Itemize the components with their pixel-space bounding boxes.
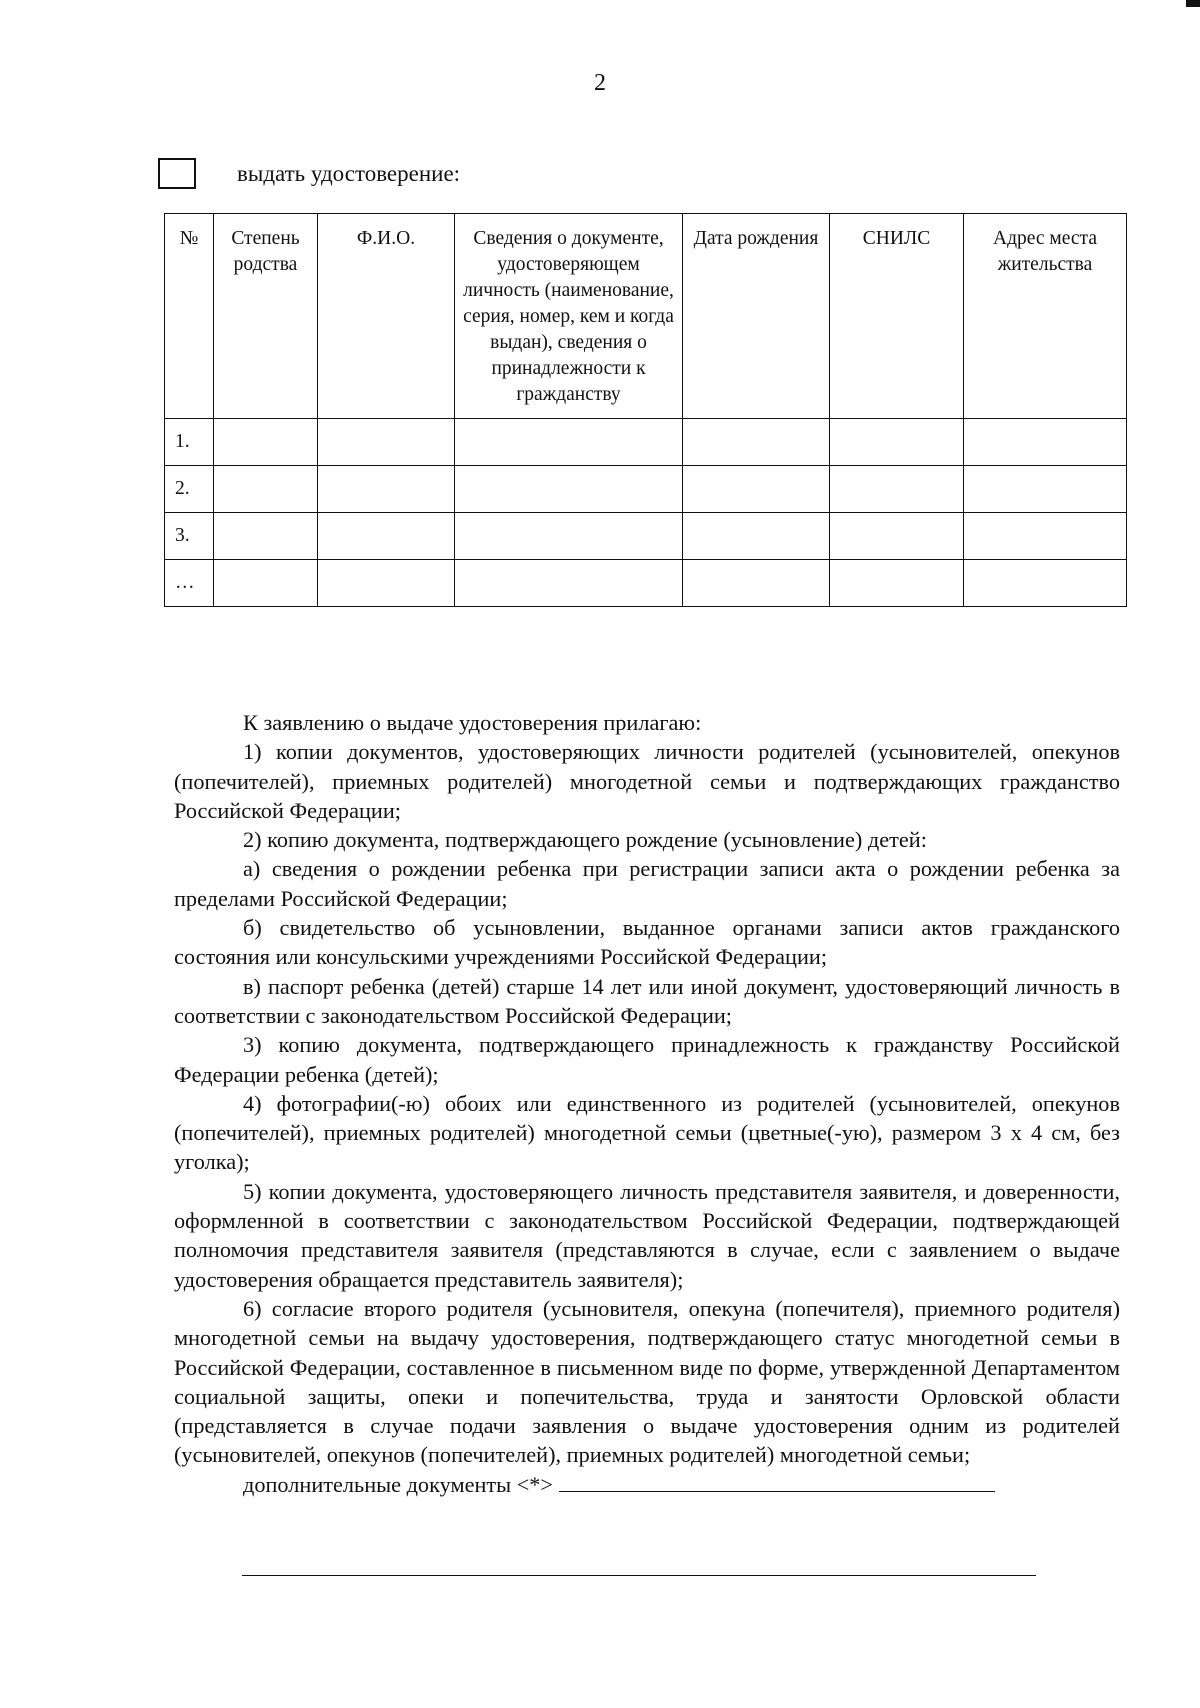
attachment-item-5: 5) копии документа, удостоверяющего личность представителя заявителя, и доверенности, оформленной в соответствии с законодательством Российской Федерации, подтверждающей полномочия представителя заявителя (представляются в случае, если с заявлением о выдаче удостоверения обращается представитель заявителя); — [174, 1178, 1120, 1292]
header-address: Адрес места жительства — [964, 214, 1127, 419]
identity-document-cell[interactable] — [455, 466, 683, 513]
full-name-cell[interactable] — [318, 560, 455, 607]
relationship-cell[interactable] — [214, 560, 318, 607]
row-number: 2. — [165, 466, 214, 513]
page-number: 2 — [594, 70, 606, 96]
full-name-cell[interactable] — [318, 513, 455, 560]
address-cell[interactable] — [964, 513, 1127, 560]
header-birth-date: Дата рождения — [683, 214, 830, 419]
additional-documents — [174, 1470, 1120, 1499]
header-full-name: Ф.И.О. — [318, 214, 455, 419]
row-number: 1. — [165, 419, 214, 466]
attachment-item-2a: а) сведения о рождении ребенка при регистрации записи акта о рождении ребенка за пределами Российской Федерации; — [174, 856, 1120, 911]
birth-date-cell[interactable] — [683, 419, 830, 466]
relationship-cell[interactable] — [214, 419, 318, 466]
birth-date-cell[interactable] — [683, 560, 830, 607]
snils-cell[interactable] — [830, 419, 964, 466]
table-row — [165, 466, 1127, 513]
header-identity-document: Сведения о документе, удостоверяющем личность (наименование, серия, номер, кем и когда выдан), сведения о принадлежности к гражданству — [455, 214, 683, 419]
attachment-item-4: 4) фотографии(-ю) обоих или единственного из родителей (усыновителей, опекунов (попечителей), приемных родителей) многодетной семьи (цветные(-ую), размером 3 х 4 см, без уголка); — [174, 1090, 1120, 1175]
snils-cell[interactable] — [830, 560, 964, 607]
additional-documents-line[interactable] — [559, 1471, 995, 1492]
table-header-row — [165, 214, 1127, 419]
birth-date-cell[interactable] — [683, 466, 830, 513]
additional-documents-label: дополнительные документы <*> — [243, 1471, 553, 1497]
relationship-cell[interactable] — [214, 466, 318, 513]
scan-corner-mark — [1186, 0, 1200, 7]
attachment-item-1: 1) копии документов, удостоверяющих личности родителей (усыновителей, опекунов (попечителей), приемных родителей) многодетной семьи и подтверждающих гражданство Российской Федерации; — [174, 739, 1120, 823]
table-row — [165, 560, 1127, 607]
full-name-cell[interactable] — [318, 466, 455, 513]
header-snils: СНИЛС — [830, 214, 964, 419]
snils-cell[interactable] — [830, 513, 964, 560]
attachments-intro: К заявлению о выдаче удостоверения прилагаю: — [243, 710, 702, 735]
family-members-table — [164, 213, 1127, 607]
attachment-item-6: 6) согласие второго родителя (усыновителя, опекуна (попечителя), приемного родителя) многодетной семьи на выдачу удостоверения, подтверждающего статус многодетной семьи в Российской Федерации, составленное в письменном виде по форме, утвержденной Департаментом социальной защиты, опеки и попечительства, труда и занятости Орловской области (представляется в случае подачи заявления о выдаче удостоверения одним из родителей (усыновителей, опекунов (попечителей), приемных родителей) многодетной семьи; — [174, 1295, 1120, 1468]
attachment-item-2: 2) копию документа, подтверждающего рождение (усыновление) детей: — [243, 827, 927, 853]
header-relationship: Степень родства — [214, 214, 318, 419]
birth-date-cell[interactable] — [683, 513, 830, 560]
identity-document-cell[interactable] — [455, 513, 683, 560]
issue-certificate-checkbox[interactable] — [158, 158, 196, 189]
full-name-cell[interactable] — [318, 419, 455, 466]
snils-cell[interactable] — [830, 466, 964, 513]
issue-certificate-label: выдать удостоверение: — [237, 160, 461, 186]
additional-documents-line-2[interactable] — [242, 1575, 1036, 1576]
attachment-item-2b: б) свидетельство об усыновлении, выданное органами записи актов гражданского состояния или консульскими учреждениями Российской Федерации; — [174, 915, 1120, 970]
attachment-item-3: 3) копию документа, подтверждающего принадлежность к гражданству Российской Федерации ребенка (детей); — [174, 1032, 1120, 1087]
address-cell[interactable] — [964, 419, 1127, 466]
table-row — [165, 513, 1127, 560]
attachments-section — [174, 708, 1120, 1499]
header-number: № — [165, 214, 214, 419]
row-number: 3. — [165, 513, 214, 560]
table-row — [165, 419, 1127, 466]
relationship-cell[interactable] — [214, 513, 318, 560]
address-cell[interactable] — [964, 560, 1127, 607]
row-number: … — [165, 560, 214, 607]
attachment-item-2c: в) паспорт ребенка (детей) старше 14 лет или иной документ, удостоверяющий личность в соответствии с законодательством Российской Федерации; — [174, 973, 1120, 1028]
address-cell[interactable] — [964, 466, 1127, 513]
identity-document-cell[interactable] — [455, 560, 683, 607]
issue-certificate-option — [158, 158, 460, 189]
identity-document-cell[interactable] — [455, 419, 683, 466]
